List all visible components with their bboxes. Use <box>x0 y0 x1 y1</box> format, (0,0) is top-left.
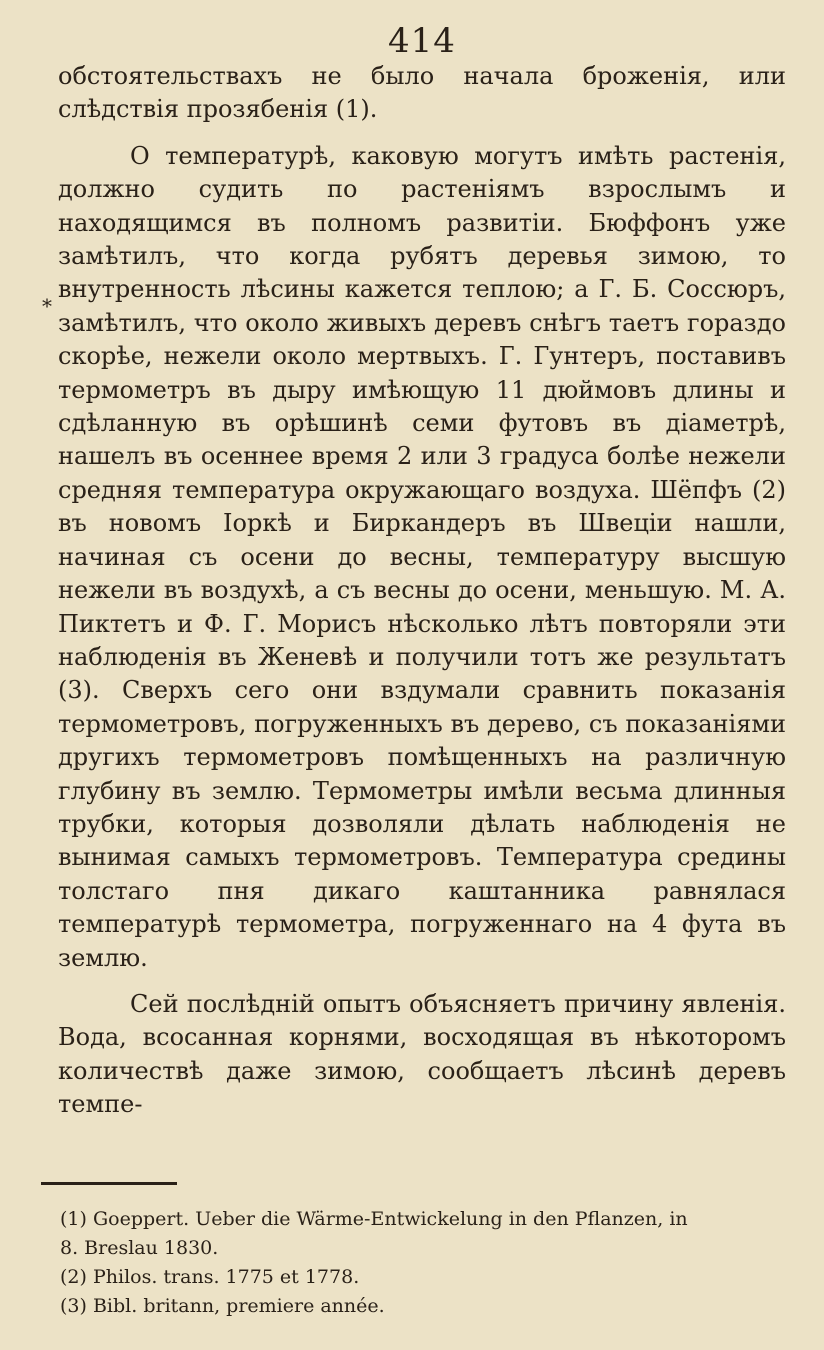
footnote-divider <box>41 1182 177 1185</box>
page-number: 414 <box>388 21 456 61</box>
footnotes <box>58 1205 786 1321</box>
margin-mark: * <box>42 294 52 318</box>
footnote-marker: (3) <box>60 1294 87 1317</box>
footnote-text: Bibl. britann, premiere année. <box>92 1294 385 1317</box>
footnote-marker: (1) <box>60 1207 87 1230</box>
footnote-text: Philos. trans. 1775 et 1778. <box>92 1265 360 1288</box>
footnote-3 <box>58 1292 786 1321</box>
footnote-2 <box>58 1263 786 1292</box>
body-text <box>58 60 786 1122</box>
paragraph-temperature: О температурѣ, каковую могутъ имѣть растенія, должно судить по растеніямъ взрослымъ и находящимся въ полномъ развитіи. Бюффонъ уже замѣтилъ, что когда рубятъ деревья зимою, то внутренность лѣсины кажется теплою; а Г. Б. Соссюръ, замѣтилъ, что около живыхъ деревъ снѣгъ таетъ гораздо скорѣе, нежели около мертвыхъ. Г. Гунтеръ, поставивъ термометръ въ дыру имѣющую 11 дюймовъ длины и сдѣланную въ орѣшинѣ семи футовъ въ діаметрѣ, нашелъ въ осеннее время 2 или 3 градуса болѣе нежели средняя температура окружающаго воздуха. Шёпфъ (2) въ новомъ Іоркѣ и Биркандеръ въ Швецiи нашли, начиная съ осени до весны, температуру высшую нежели въ воздухѣ, а съ весны до осени, меньшую. М. А. Пиктетъ и Ф. Г. Морисъ нѣсколько лѣтъ повторяли эти наблюденія въ Женевѣ и получили тотъ же результатъ (3). Сверхъ сего они вздумали сравнить показанія термометровъ, погруженныхъ въ дерево, съ показаніями другихъ термометровъ помѣщенныхъ на различную глубину въ землю. Термометры имѣли весьма длинныя трубки, которыя дозволяли дѣлать наблюденія не вынимая самыхъ термометровъ. Температура средины толстаго пня дикаго каштанника равнялася температурѣ термометра, погруженнаго на 4 фута въ землю. <box>58 141 786 972</box>
paragraph-explanation: Сей послѣдній опытъ объясняетъ причину явленія. Вода, всосанная корнями, восходящая въ нѣкоторомъ количествѣ даже зимою, сообщаетъ лѣсинѣ деревъ темпе- <box>58 989 786 1119</box>
footnote-text: Goeppert. Ueber die Wärme-Entwickelung in den Pflanzen, in <box>92 1207 688 1230</box>
footnote-1 <box>58 1205 786 1263</box>
footnote-marker: (2) <box>60 1265 87 1288</box>
paragraph-continuation: обстоятельствахъ не было начала броженія, или слѣдствія прозябенія (1). <box>58 62 786 124</box>
footnote-text-continued: 8. Breslau 1830. <box>60 1236 219 1259</box>
